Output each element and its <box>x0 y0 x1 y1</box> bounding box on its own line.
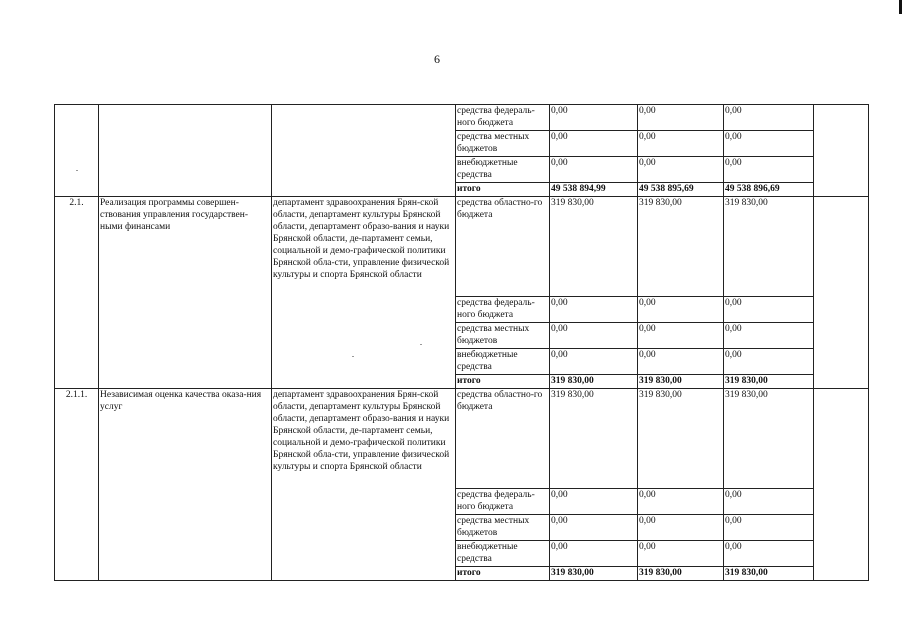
cell-empty <box>814 105 869 197</box>
cell-source: средства областно-го бюджета <box>456 389 550 489</box>
cell-value: 0,00 <box>550 515 638 541</box>
cell-total: 319 830,00 <box>638 567 724 581</box>
cell-source: средства областно-го бюджета <box>456 197 550 297</box>
cell-value: 319 830,00 <box>638 197 724 297</box>
cell-executor: департамент здравоохранения Брян-ской области, департамент культуры Брянской области, департамент образо-вания и науки Брянской области, де-партамент семьи, социальной и демо-графической политики Брянской обла-сти, управление физической культуры и спорта Брянской области <box>272 197 456 389</box>
cell-name: Независимая оценка качества оказа-ния услуг <box>99 389 272 581</box>
cell-source: средства местных бюджетов <box>456 131 550 157</box>
cell-value: 0,00 <box>724 515 814 541</box>
cell-value: 0,00 <box>638 131 724 157</box>
cell-value: 0,00 <box>724 157 814 183</box>
cell-value: 0,00 <box>638 297 724 323</box>
cell-value: 319 830,00 <box>724 197 814 297</box>
cell-value: 319 830,00 <box>724 389 814 489</box>
cell-name <box>99 105 272 197</box>
table-row <box>55 105 869 131</box>
cell-source: средства федераль-ного бюджета <box>456 489 550 515</box>
cell-empty <box>814 197 869 389</box>
cell-source: средства федераль-ного бюджета <box>456 297 550 323</box>
cell-value: 0,00 <box>638 157 724 183</box>
cell-num: 2.1. <box>55 197 99 389</box>
cell-value: 0,00 <box>724 349 814 375</box>
cell-value: 0,00 <box>550 349 638 375</box>
cell-name: Реализация программы совершен-ствования управления государствен-ными финансами <box>99 197 272 389</box>
cell-value: 0,00 <box>550 489 638 515</box>
cell-value: 0,00 <box>550 105 638 131</box>
cell-source: средства местных бюджетов <box>456 515 550 541</box>
cell-source: средства местных бюджетов <box>456 323 550 349</box>
cell-total: 319 830,00 <box>724 375 814 389</box>
cell-value: 0,00 <box>638 489 724 515</box>
cell-num: 2.1.1. <box>55 389 99 581</box>
cell-value: 0,00 <box>550 323 638 349</box>
cell-value: 0,00 <box>550 541 638 567</box>
cell-value: 0,00 <box>550 297 638 323</box>
cell-source-total: итого <box>456 183 550 197</box>
cell-source-total: итого <box>456 567 550 581</box>
cell-source: внебюджетные средства <box>456 157 550 183</box>
cell-empty <box>814 389 869 581</box>
cell-total: 49 538 896,69 <box>724 183 814 197</box>
cell-executor: департамент здравоохранения Брян-ской области, департамент культуры Брянской области, департамент образо-вания и науки Брянской области, де-партамент семьи, социальной и демо-графической политики Брянской обла-сти, управление физической культуры и спорта Брянской области <box>272 389 456 581</box>
cell-source-total: итого <box>456 375 550 389</box>
cell-source: внебюджетные средства <box>456 349 550 375</box>
cell-total: 49 538 894,99 <box>550 183 638 197</box>
cell-value: 0,00 <box>724 541 814 567</box>
scan-edge-mark <box>899 0 902 14</box>
cell-value: 0,00 <box>724 297 814 323</box>
cell-value: 0,00 <box>550 157 638 183</box>
cell-total: 319 830,00 <box>724 567 814 581</box>
table-row <box>55 389 869 489</box>
cell-value: 0,00 <box>638 515 724 541</box>
cell-value: 0,00 <box>724 105 814 131</box>
cell-value: 0,00 <box>724 489 814 515</box>
cell-executor <box>272 105 456 197</box>
cell-value: 319 830,00 <box>638 389 724 489</box>
table-row <box>55 197 869 297</box>
cell-source: средства федераль-ного бюджета <box>456 105 550 131</box>
cell-value: 0,00 <box>724 323 814 349</box>
cell-value: 0,00 <box>638 349 724 375</box>
cell-value: 319 830,00 <box>550 197 638 297</box>
cell-total: 319 830,00 <box>638 375 724 389</box>
cell-value: 0,00 <box>724 131 814 157</box>
cell-value: 0,00 <box>638 105 724 131</box>
cell-value: 0,00 <box>550 131 638 157</box>
cell-value: 0,00 <box>638 541 724 567</box>
cell-value: 319 830,00 <box>550 389 638 489</box>
cell-total: 49 538 895,69 <box>638 183 724 197</box>
cell-total: 319 830,00 <box>550 375 638 389</box>
cell-total: 319 830,00 <box>550 567 638 581</box>
cell-value: 0,00 <box>638 323 724 349</box>
cell-source: внебюджетные средства <box>456 541 550 567</box>
budget-table <box>54 104 869 581</box>
cell-num <box>55 105 99 197</box>
page-number: 6 <box>434 52 440 66</box>
